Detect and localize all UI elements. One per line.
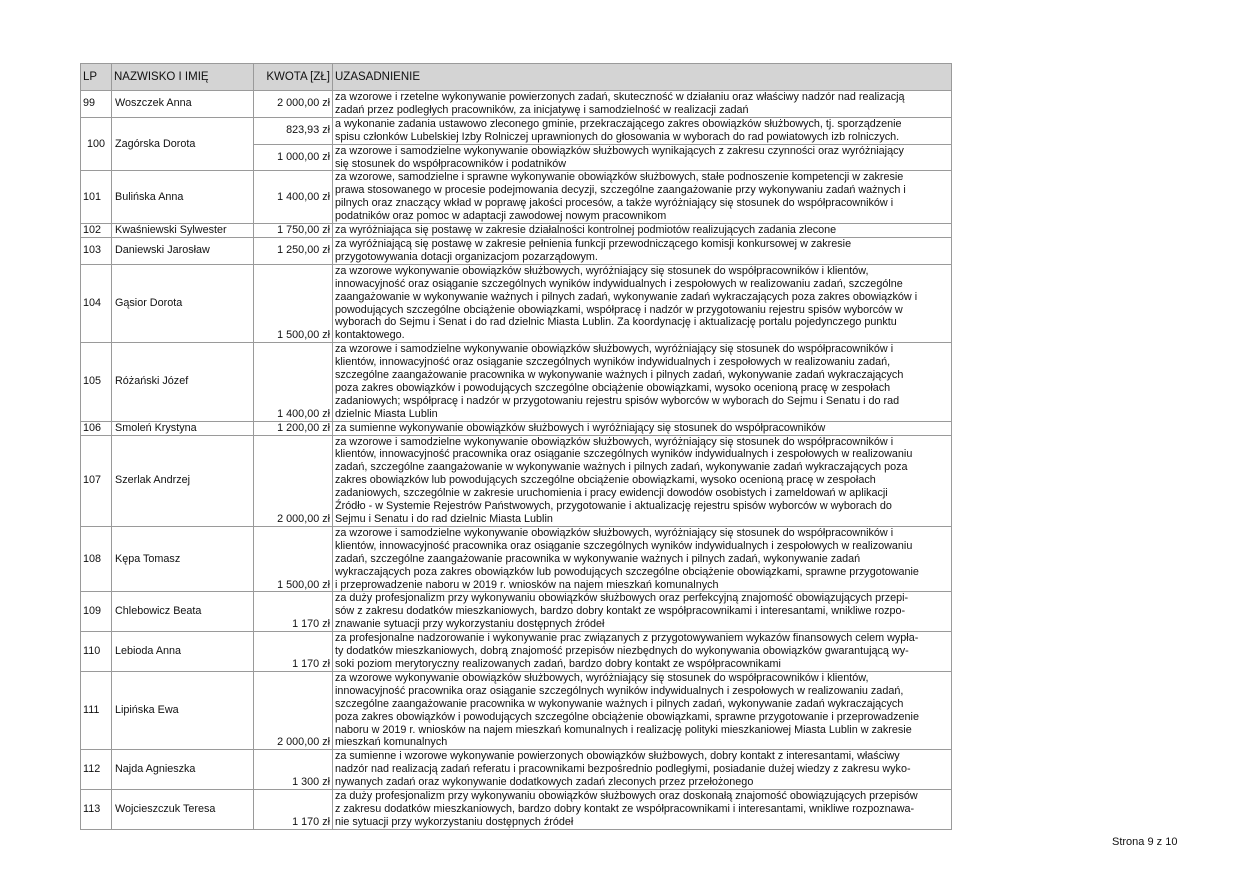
reason-cell (333, 343, 952, 421)
name-cell: Kępa Tomasz (112, 526, 254, 592)
name-cell: Daniewski Jarosław (112, 237, 254, 264)
reason-line: zadań, szczególne zaangażowanie w wykonywanie ważnych i pilnych zadań, wykonywanie zadań wykraczających poza (335, 461, 908, 474)
reason-line: powodujących szczególne obciążenie obowiązkami, współpracę i nadzór w przygotowaniu rejestru spisów wyborców w (335, 303, 903, 316)
reason-line: mieszkań komunalnych (335, 736, 448, 749)
lp-cell: 105 (81, 343, 112, 421)
name-cell: Lebioda Anna (112, 632, 254, 672)
lp-cell: 108 (81, 526, 112, 592)
amount-cell: 1 300 zł (254, 750, 333, 790)
amount-cell: 1 250,00 zł (254, 237, 333, 264)
reason-line: się stosunek do współpracowników i podatników (335, 157, 567, 170)
reason-line: zaangażowanie w wykonywanie ważnych i pilnych zadań, wykonywanie zadań wykraczających poza zakres obowiązków i (335, 290, 918, 303)
lp-cell: 113 (81, 790, 112, 830)
amount-cell: 2 000,00 zł (254, 671, 333, 749)
reason-line: innowacyjność pracownika oraz osiąganie szczególnych wyników indywidualnych i zespołowych w realizowaniu zadań, (335, 684, 904, 697)
lp-cell: 109 (81, 592, 112, 632)
table-body (81, 91, 952, 830)
table-row (81, 171, 952, 224)
name-cell: Bulińska Anna (112, 171, 254, 224)
reason-line: za sumienne wykonywanie obowiązków służbowych i wyróżniający się stosunek do współpracowników (335, 421, 826, 434)
reason-cell (333, 750, 952, 790)
name-cell: Różański Józef (112, 343, 254, 421)
table-row (81, 790, 952, 830)
reason-line: soki poziom merytoryczny realizowanych zadań, bardzo dobry kontakt ze współpracownikami (335, 657, 781, 670)
reason-line: z zakresu dodatków mieszkaniowych, bardzo dobry kontakt ze współpracownikami i interesantami, wnikliwe rozpoznawa- (335, 802, 915, 815)
reason-line: zakres obowiązków lub powodujących szczególne obciążenie obowiązkami, wysoko ocenioną pracę w zespołach (335, 474, 876, 487)
reason-cell (333, 117, 952, 144)
reason-line: za wzorowe wykonywanie obowiązków służbowych, wyróżniający się stosunek do współpracowników i klientów, (335, 671, 869, 684)
name-cell: Smoleń Krystyna (112, 421, 254, 435)
reason-line: za wzorowe i samodzielne wykonywanie obowiązków służbowych, wyróżniający się stosunek do współpracowników i (335, 343, 894, 356)
table-row (81, 526, 952, 592)
header-name: NAZWISKO I IMIĘ (112, 64, 254, 91)
awards-table (80, 63, 952, 830)
name-cell: Szerlak Andrzej (112, 435, 254, 526)
table-row (81, 750, 952, 790)
amount-cell: 1 400,00 zł (254, 343, 333, 421)
table-header-row (81, 64, 952, 91)
reason-line: zadaniowych; współpracę i nadzór w przygotowaniu rejestru spisów wyborców w wyborach do Sejmu i Senatu i do rad (335, 394, 900, 407)
reason-line: Sejmu i Senatu i do rad dzielnic Miasta Lublin (335, 513, 553, 525)
lp-cell: 104 (81, 264, 112, 342)
reason-cell (333, 237, 952, 264)
reason-line: naboru w 2019 r. wniosków na najem mieszkań komunalnych i realizację polityki mieszkaniowej Miasta Lublin w zakresie (335, 723, 912, 736)
name-cell: Wojcieszczuk Teresa (112, 790, 254, 830)
reason-cell (333, 632, 952, 672)
reason-line: za duży profesjonalizm przy wykonywaniu obowiązków służbowych oraz doskonałą znajomość obowiązujących przepisów (335, 790, 918, 803)
amount-cell: 1 500,00 zł (254, 526, 333, 592)
reason-line: podatników oraz pomoc w adaptacji zawodowej nowym pracownikom (335, 210, 667, 223)
amount-cell: 1 500,00 zł (254, 264, 333, 342)
amount-cell: 1 170 zł (254, 592, 333, 632)
reason-cell (333, 264, 952, 342)
reason-line: zadaniowych, szczególnie w zakresie uruchomienia i pracy ewidencji dowodów osobistych i zameldowań w aplikacji (335, 487, 888, 500)
lp-cell: 103 (81, 237, 112, 264)
reason-line: za wyróżniającą się postawę w zakresie pełnienia funkcji przewodniczącego komisji konkursowej w zakresie (335, 237, 852, 250)
reason-line: za profesjonalne nadzorowanie i wykonywanie prac związanych z przygotowywaniem wykazów finansowych celem wypła- (335, 632, 919, 645)
reason-line: i przeprowadzenie naboru w 2019 r. wniosków na najem mieszkań komunalnych (335, 578, 719, 591)
table-row (81, 592, 952, 632)
lp-cell: 106 (81, 421, 112, 435)
reason-line: kontaktowego. (335, 329, 405, 342)
reason-line: za wzorowe wykonywanie obowiązków służbowych, wyróżniający się stosunek do współpracowników i klientów, (335, 264, 869, 277)
reason-line: przygotowywania dotacji organizacjom pozarządowym. (335, 250, 598, 263)
reason-line: zadań przez podległych pracowników, za inicjatywę i samodzielność w realizacji zadań (335, 103, 749, 116)
lp-cell: 102 (81, 224, 112, 238)
amount-cell: 1 400,00 zł (254, 171, 333, 224)
amount-cell: 1 750,00 zł (254, 224, 333, 238)
table-row (81, 264, 952, 342)
reason-line: szczególne zaangażowanie pracownika w wykonywanie ważnych i pilnych zadań, wykonywanie zadań wykraczających (335, 369, 904, 382)
reason-line: poza zakres obowiązków i powodujących szczególne obciążenie obowiązkami, sprawne przygotowanie i przeprowadzenie (335, 710, 919, 723)
reason-line: klientów, innowacyjność oraz osiąganie szczególnych wyników indywidualnych i zespołowych w realizowaniu zadań, (335, 356, 891, 369)
amount-cell: 1 000,00 zł (254, 144, 333, 171)
reason-line: zadań, szczególne zaangażowanie pracownika w wykonywanie ważnych i pilnych zadań, wykonywanie zadań (335, 552, 861, 565)
lp-cell: 99 (81, 91, 112, 118)
reason-line: za wzorowe i samodzielne wykonywanie obowiązków służbowych wynikających z zakresu czynności oraz wyróżniający (335, 144, 904, 157)
reason-line: nie sytuacji przy wykorzystaniu dostępnych źródeł (335, 815, 574, 828)
name-cell: Najda Agnieszka (112, 750, 254, 790)
reason-line: za wzorowe i samodzielne wykonywanie obowiązków służbowych, wyróżniający się stosunek do współpracowników i (335, 526, 894, 539)
name-cell: Lipińska Ewa (112, 671, 254, 749)
reason-line: szczególne zaangażowanie pracownika w wykonywanie ważnych i pilnych zadań, wykonywanie zadań wykraczających (335, 697, 904, 710)
page-number: Strona 9 z 10 (1112, 836, 1178, 848)
reason-line: za duży profesjonalizm przy wykonywaniu obowiązków służbowych oraz perfekcyjną znajomość obowiązujących przepi- (335, 592, 909, 605)
reason-cell (333, 421, 952, 435)
reason-line: wykraczających poza zakres obowiązków lub powodujących szczególne obciążenie obowiązkami, sprawne przygotowanie (335, 565, 919, 578)
reason-line: wyborach do Sejmu i Senat i do rad dzielnic Miasta Lublin. Za koordynację i aktualizację portalu pojedynczego punktu (335, 316, 897, 329)
lp-cell: 110 (81, 632, 112, 672)
lp-cell: 111 (81, 671, 112, 749)
reason-line: a wykonanie zadania ustawowo zleconego gminie, przekraczającego zakres obowiązków służbowych, tj. sporządzenie (335, 117, 902, 130)
reason-line: za wzorowe i samodzielne wykonywanie obowiązków służbowych, wyróżniający się stosunek do współpracowników i (335, 435, 894, 448)
table-row (81, 421, 952, 435)
reason-line: za sumienne i wzorowe wykonywanie powierzonych obowiązków służbowych, dobry kontakt z interesantami, właściwy (335, 750, 900, 763)
lp-cell: 101 (81, 171, 112, 224)
reason-cell (333, 790, 952, 830)
table-row (81, 117, 952, 144)
reason-line: nadzór nad realizacją zadań referatu i pracownikami bezpośrednio podległymi, posiadanie dużej wiedzy z zakresu wyko- (335, 763, 911, 776)
reason-line: spisu członków Lubelskiej Izby Rolniczej uprawnionych do głosowania w wyborach do rad powiatowych izb rolniczych. (335, 130, 900, 143)
name-cell: Gąsior Dorota (112, 264, 254, 342)
table-row (81, 237, 952, 264)
reason-line: Źródło - w Systemie Rejestrów Państwowych, przygotowanie i aktualizację rejestru spisów wyborców w wyborach do (335, 500, 892, 513)
name-cell: Kwaśniewski Sylwester (112, 224, 254, 238)
header-amount: KWOTA [ZŁ] (254, 64, 333, 91)
lp-cell: 107 (81, 435, 112, 526)
reason-cell (333, 435, 952, 526)
reason-line: klientów, innowacyjność pracownika oraz osiąganie szczególnych wyników indywidualnych i zespołowych w realizowaniu (335, 539, 913, 552)
reason-line: za wzorowe i rzetelne wykonywanie powierzonych zadań, skuteczność w działaniu oraz właściwy nadzór nad realizacją (335, 91, 905, 103)
amount-cell: 823,93 zł (254, 117, 333, 144)
table-row (81, 435, 952, 526)
reason-line: pilnych oraz znaczący wkład w poprawę jakości procesów, a także wyróżniający się stosunek do współpracowników i (335, 197, 894, 210)
amount-cell: 1 170 zł (254, 790, 333, 830)
table-row (81, 632, 952, 672)
reason-line: za wzorowe, samodzielne i sprawne wykonywanie obowiązków służbowych, stałe podnoszenie kompetencji w zakresie (335, 171, 904, 184)
table-row (81, 671, 952, 749)
reason-cell (333, 171, 952, 224)
reason-cell (333, 671, 952, 749)
table-row (81, 91, 952, 118)
reason-line: nywanych zadań oraz wykonywanie dodatkowych zadań zleconych przez przełożonego (335, 776, 754, 789)
reason-line: klientów, innowacyjność pracownika oraz osiąganie szczególnych wyników indywidualnych i zespołowych w realizowaniu (335, 448, 913, 461)
reason-line: znawanie sytuacji przy wykorzystaniu dostępnych źródeł (335, 618, 605, 631)
header-lp: LP (81, 64, 112, 91)
amount-cell: 2 000,00 zł (254, 435, 333, 526)
reason-line: za wyróżniająca się postawę w zakresie działalności kontrolnej podmiotów realizujących zadania zlecone (335, 224, 837, 237)
name-cell: Woszczek Anna (112, 91, 254, 118)
reason-cell (333, 91, 952, 118)
lp-cell: 112 (81, 750, 112, 790)
reason-line: innowacyjność oraz osiąganie szczególnych wyników indywidualnych i zespołowych w realizowaniu zadań, szczególne (335, 277, 903, 290)
reason-line: ty dodatków mieszkaniowych, dobrą znajomość przepisów niezbędnych do wykonywania obowiązków gwarantującą wy- (335, 645, 909, 658)
reason-line: dzielnic Miasta Lublin (335, 407, 438, 420)
reason-cell (333, 592, 952, 632)
header-reason: UZASADNIENIE (333, 64, 952, 91)
reason-line: poza zakres obowiązków i powodujących szczególne obciążenie obowiązkami, wysoko ocenioną pracę w zespołach (335, 381, 891, 394)
amount-cell: 1 200,00 zł (254, 421, 333, 435)
amount-cell: 2 000,00 zł (254, 91, 333, 118)
amount-cell: 1 170 zł (254, 632, 333, 672)
table-row (81, 343, 952, 421)
reason-line: prawa stosowanego w procesie podejmowania decyzji, szczególne zaangażowanie przy wykonywaniu zadań ważnych i (335, 184, 906, 197)
lp-cell: 100 (81, 117, 112, 171)
name-cell: Chlebowicz Beata (112, 592, 254, 632)
reason-cell (333, 224, 952, 238)
reason-line: sów z zakresu dodatków mieszkaniowych, bardzo dobry kontakt ze współpracownikami i interesantami, wnikliwe rozpo- (335, 605, 906, 618)
reason-cell (333, 144, 952, 171)
table-row (81, 224, 952, 238)
reason-cell (333, 526, 952, 592)
name-cell: Zagórska Dorota (112, 117, 254, 171)
